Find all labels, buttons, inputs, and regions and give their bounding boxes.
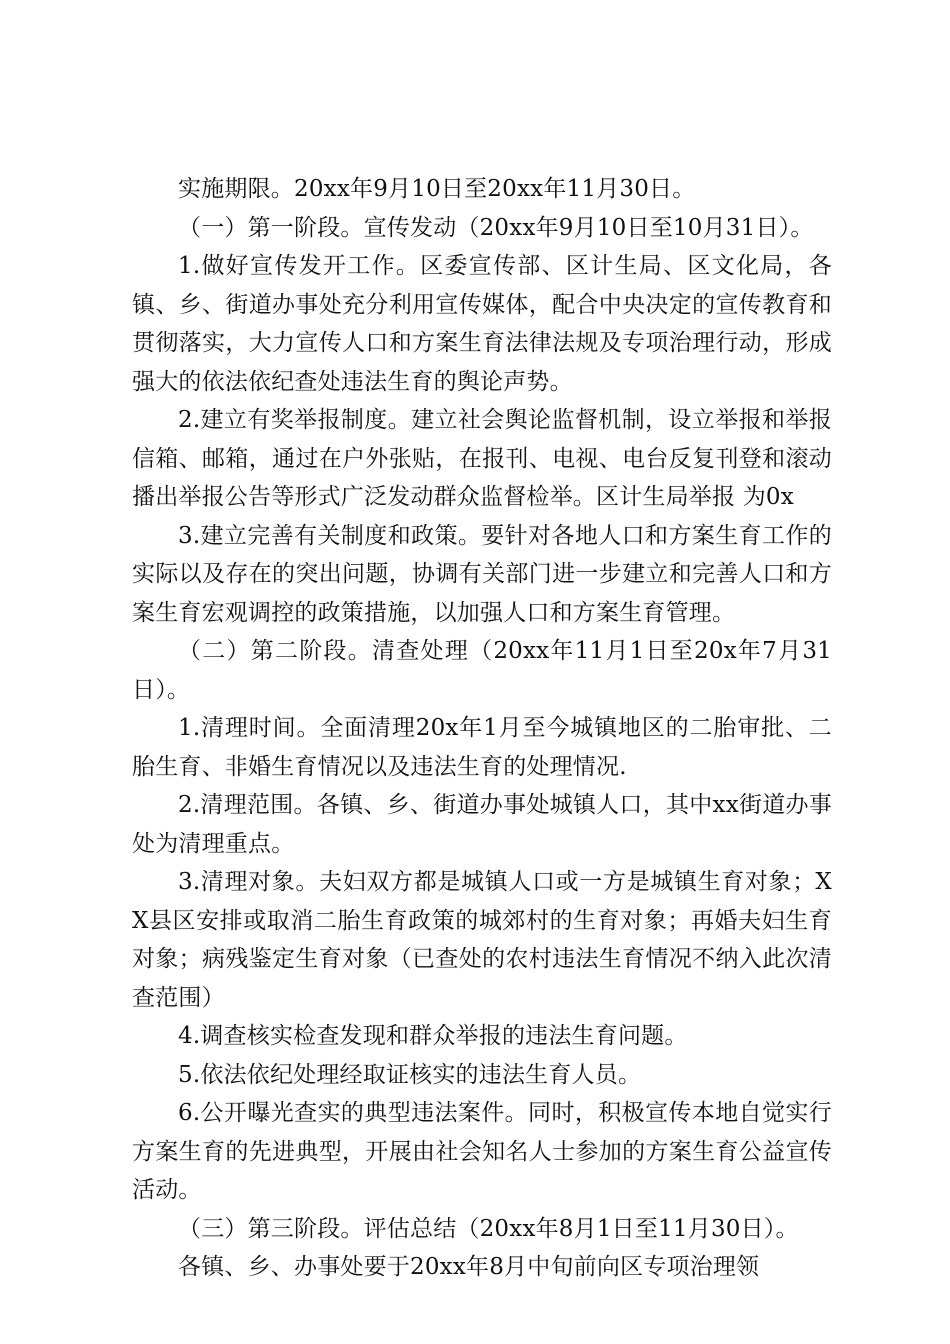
paragraph-stage-three-body: 各镇、乡、办事处要于20xx年8月中旬前向区专项治理领 xyxy=(178,1254,760,1280)
paragraph-stage-two-item-4: 4.调查核实检查发现和群众举报的违法生育问题。 xyxy=(178,1023,688,1049)
paragraph-stage-three-heading: （三）第三阶段。评估总结（20xx年8月1日至11月30日）。 xyxy=(178,1215,799,1242)
paragraph-stage-two-item-5: 5.依法依纪处理经取证核实的违法生育人员。 xyxy=(178,1061,642,1088)
paragraph-stage-one-item-2: 2.建立有奖举报制度。建立社会舆论监督机制，设立举报和举报信箱、邮箱，通过在户外张贴，在报刊、电视、电台反复刊登和滚动播出举报公告等形式广泛发动群众监督检举。区计生局举报 为0x xyxy=(132,407,832,510)
paragraph-implementation-period: 实施期限。20xx年9月10日至20xx年11月30日。 xyxy=(178,176,696,202)
paragraph-stage-two-item-2: 2.清理范围。各镇、乡、街道办事处城镇人口，其中xx街道办事处为清理重点。 xyxy=(132,792,832,857)
paragraph-stage-one-item-3: 3.建立完善有关制度和政策。要针对各地人口和方案生育工作的实际以及存在的突出问题，协调有关部门进一步建立和完善人口和方案生育宏观调控的政策措施，以加强人口和方案生育管理。 xyxy=(132,522,832,626)
paragraph-stage-two-item-6: 6.公开曝光查实的典型违法案件。同时，积极宣传本地自觉实行方案生育的先进典型，开展由社会知名人士参加的方案生育公益宣传活动。 xyxy=(132,1100,832,1203)
paragraph-stage-two-heading: （二）第二阶段。清查处理（20xx年11月1日至20x年7月31日）。 xyxy=(132,638,832,703)
paragraph-stage-two-item-3: 3.清理对象。夫妇双方都是城镇人口或一方是城镇生育对象；XX县区安排或取消二胎生育政策的城郊村的生育对象；再婚夫妇生育对象；病残鉴定生育对象（已查处的农村违法生育情况不纳入此次清查范围） xyxy=(132,869,832,1011)
document-body xyxy=(132,170,832,1287)
paragraph-stage-one-item-1: 1.做好宣传发开工作。区委宣传部、区计生局、区文化局，各镇、乡、街道办事处充分利用宣传媒体，配合中央决定的宣传教育和贯彻落实，大力宣传人口和方案生育法律法规及专项治理行动，形成强大的依法依纪查处违法生育的舆论声势。 xyxy=(132,253,832,395)
paragraph-stage-two-item-1: 1.清理时间。全面清理20x年1月至今城镇地区的二胎审批、二胎生育、非婚生育情况以及违法生育的处理情况. xyxy=(132,715,832,780)
paragraph-stage-one-heading: （一）第一阶段。宣传发动（20xx年9月10日至10月31日）。 xyxy=(178,214,814,241)
